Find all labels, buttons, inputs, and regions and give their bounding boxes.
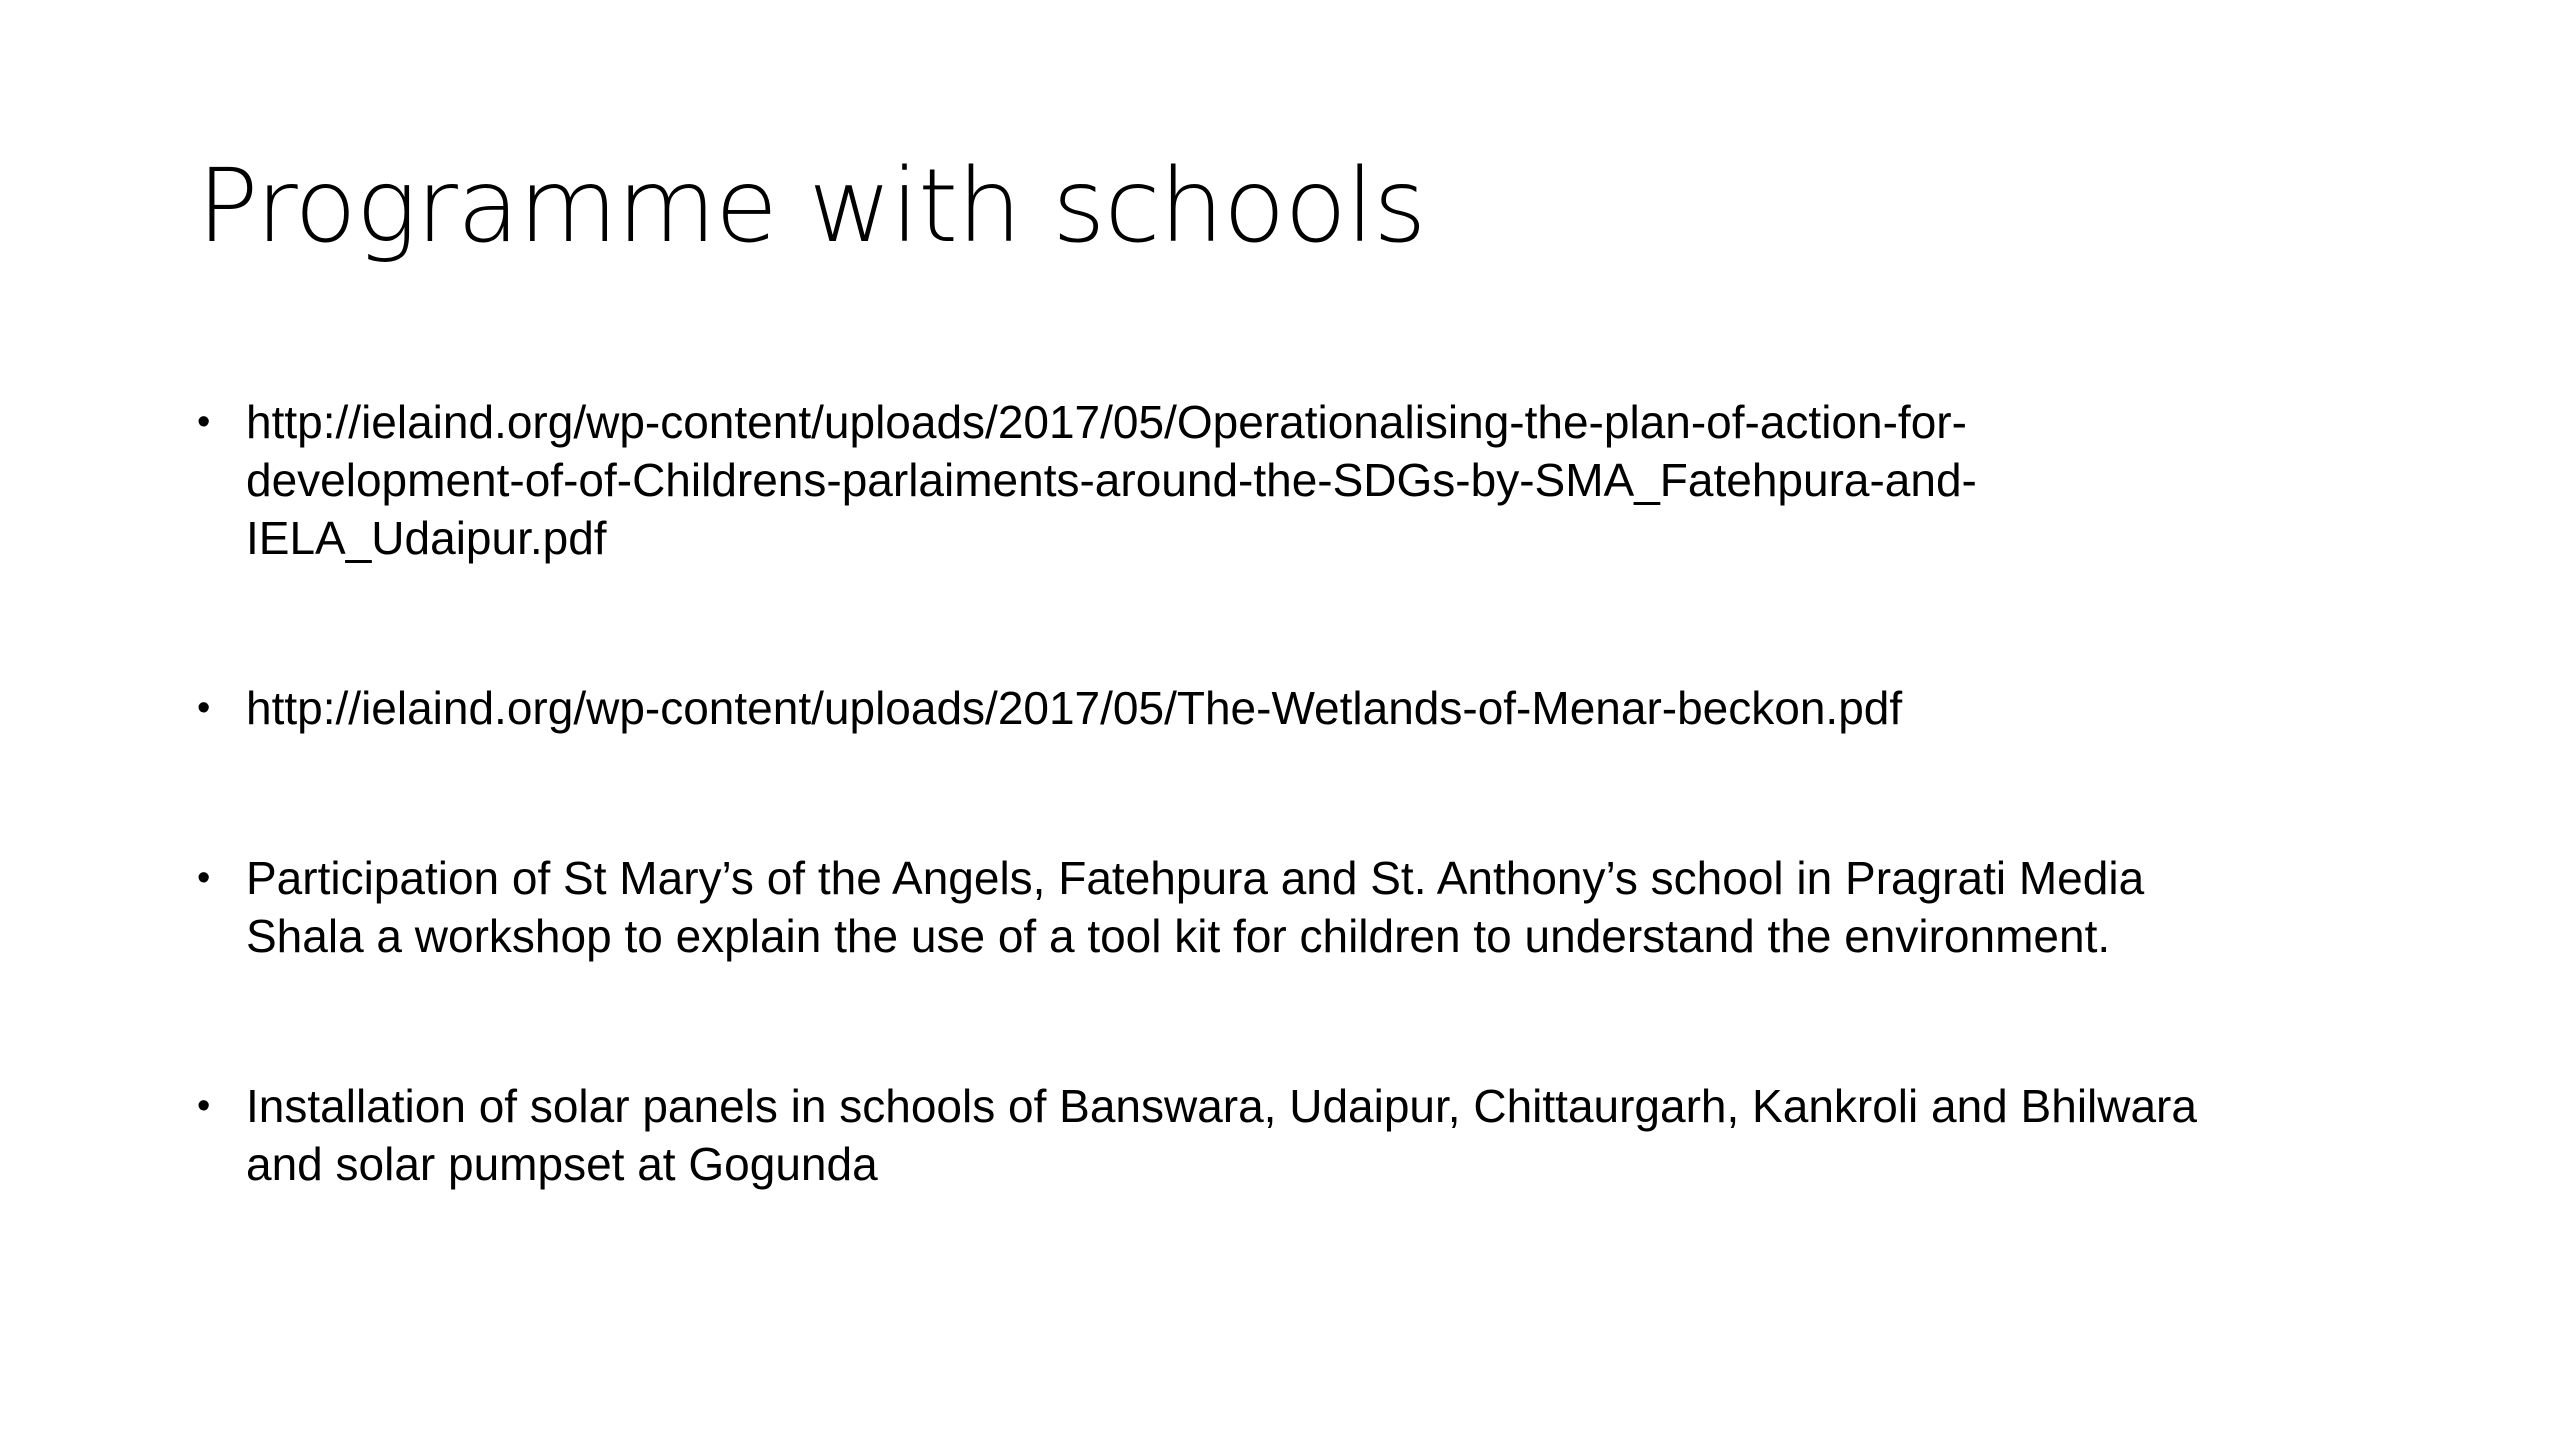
- slide-title: Programme with schools: [197, 147, 1426, 266]
- bullet-text-line: and solar pumpset at Gogunda: [246, 1138, 878, 1190]
- bullet-text-line: http://ielaind.org/wp-content/uploads/2017/05/Operationalising-the-plan-of-action-for-: [246, 396, 1967, 448]
- bullet-marker-icon: •: [197, 401, 211, 443]
- bullet-item-1: [197, 393, 2437, 567]
- bullet-text-line: http://ielaind.org/wp-content/uploads/2017/05/The-Wetlands-of-Menar-beckon.pdf: [246, 682, 1903, 734]
- bullet-text-line: Installation of solar panels in schools of Banswara, Udaipur, Chittaurgarh, Kankroli and Bhilwara: [246, 1080, 2197, 1132]
- bullet-text-line: IELA_Udaipur.pdf: [246, 512, 607, 564]
- bullet-text-line: development-of-of-Childrens-parlaiments-around-the-SDGs-by-SMA_Fatehpura-and-: [246, 454, 1977, 506]
- bullet-item-4: [197, 1077, 2437, 1193]
- bullet-text-line: Participation of St Mary’s of the Angels, Fatehpura and St. Anthony’s school in Pragrati Media: [246, 852, 2145, 904]
- bullet-marker-icon: •: [197, 857, 211, 899]
- bullet-text-line: Shala a workshop to explain the use of a tool kit for children to understand the environment.: [246, 910, 2111, 962]
- bullet-marker-icon: •: [197, 1085, 211, 1127]
- bullet-item-2: [197, 679, 2437, 737]
- bullet-item-3: [197, 849, 2437, 965]
- bullet-list: [197, 393, 2437, 1305]
- bullet-marker-icon: •: [197, 687, 211, 729]
